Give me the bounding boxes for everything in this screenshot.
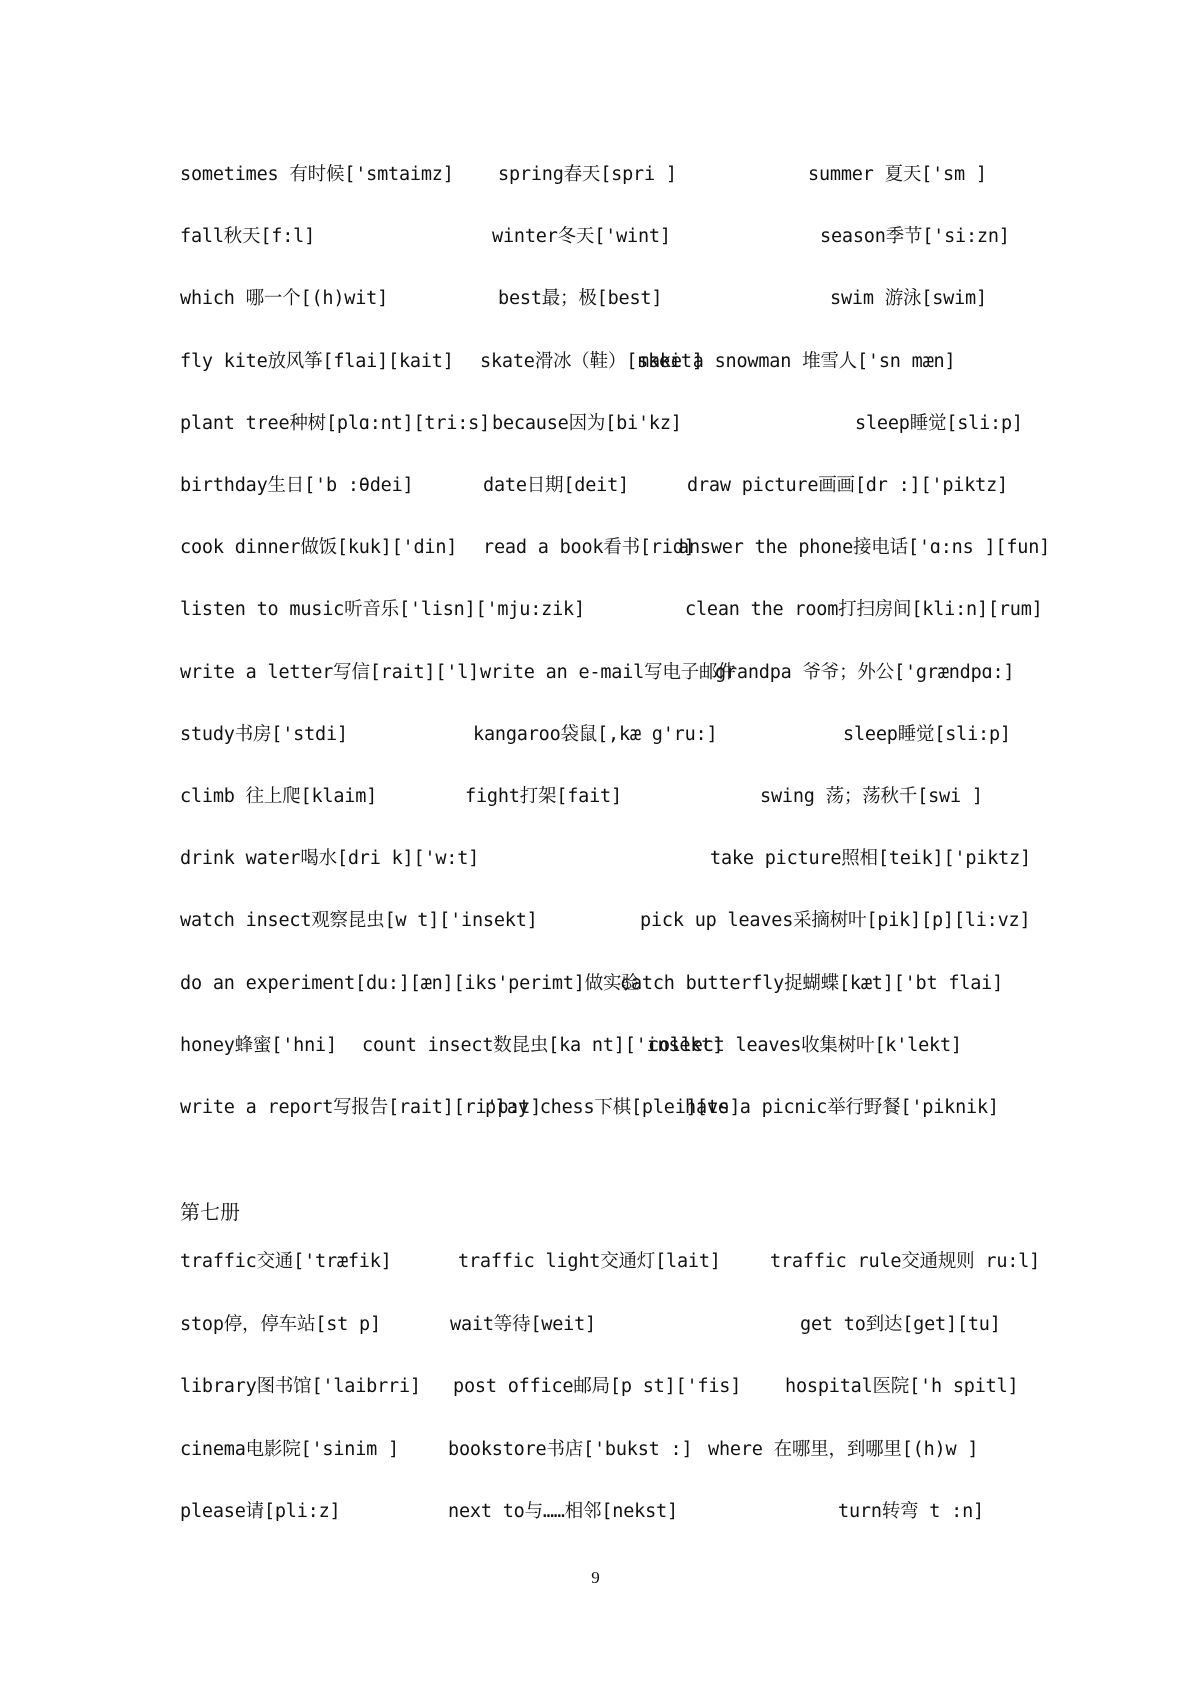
- section-title: 第七册: [180, 1200, 240, 1224]
- vocab-entry: catch butterfly捉蝴蝶[kæt]['bt flai]: [620, 972, 1004, 994]
- vocab-entry: write a report写报告[rait][ri'p:t]: [180, 1097, 542, 1118]
- vocab-row: [180, 1093, 1040, 1123]
- vocab-entry: have a picnic举行野餐['piknik]: [685, 1097, 999, 1118]
- page-number: 9: [591, 1568, 600, 1587]
- vocab-entry: honey蜂蜜['hni]: [180, 1034, 337, 1056]
- vocab-entry: grandpa 爷爷；外公['grændpɑ:]: [715, 661, 1015, 683]
- vocab-entry: wait等待[weit]: [450, 1313, 596, 1335]
- vocab-entry: swim 游泳[swim]: [830, 288, 987, 310]
- vocab-entry: fly kite放风筝[flai][kait]: [180, 350, 454, 372]
- vocab-entry: birthday生日['b :θdei]: [180, 475, 414, 496]
- vocab-row: [180, 160, 1040, 190]
- vocab-entry: watch insect观察昆虫[w t]['insekt]: [180, 910, 538, 932]
- vocab-entry: post office邮局[p st]['fis]: [453, 1376, 742, 1397]
- vocab-entry: kangaroo袋鼠[,kæ g'ru:]: [473, 723, 718, 745]
- vocab-entry: sleep睡觉[sli:p]: [843, 723, 1011, 745]
- vocab-entry: swing 荡；荡秋千[swi ]: [760, 786, 983, 807]
- vocab-row: [180, 720, 1040, 750]
- vocab-entry: fall秋天[f:l]: [180, 226, 316, 248]
- vocab-row: [180, 782, 1040, 812]
- vocab-entry: study书房['stdi]: [180, 723, 348, 745]
- vocab-entry: cinema电影院['sinim ]: [180, 1438, 399, 1460]
- vocab-entry: turn转弯 t :n]: [838, 1501, 984, 1522]
- vocab-row: [180, 1310, 1040, 1340]
- vocab-row: [180, 1247, 1040, 1277]
- vocab-row: [180, 347, 1040, 377]
- vocab-entry: climb 往上爬[klaim]: [180, 786, 378, 807]
- vocab-entry: pick up leaves采摘树叶[pik][p][li:vz]: [640, 910, 1031, 932]
- vocab-entry: plant tree种树[plɑ:nt][tri:s]: [180, 412, 491, 434]
- vocab-entry: make a snowman 堆雪人['sn mæn]: [638, 350, 956, 372]
- vocab-entry: best最；极[best]: [498, 288, 663, 310]
- vocab-entry: season季节['si:zn]: [820, 226, 1010, 248]
- vocab-entry: do an experiment[du:][æn][iks'perimt]做实验: [180, 972, 640, 994]
- vocab-entry: collect leaves收集树叶[k'lekt]: [648, 1034, 962, 1056]
- vocab-entry: draw picture画画[dr :]['piktz]: [687, 475, 1008, 496]
- vocab-entry: spring春天[spri ]: [498, 164, 677, 185]
- vocab-entry: take picture照相[teik]['piktz]: [710, 848, 1031, 870]
- vocab-row: [180, 844, 1040, 874]
- vocab-entry: date日期[deit]: [483, 475, 629, 496]
- vocab-entry: where 在哪里，到哪里[(h)w ]: [708, 1438, 979, 1460]
- vocab-entry: next to与……相邻[nekst]: [448, 1501, 678, 1522]
- vocab-row: [180, 1031, 1040, 1061]
- vocab-entry: skate滑冰（鞋）[skeit]: [480, 350, 703, 372]
- vocab-row: [180, 595, 1043, 625]
- vocab-entry: clean the room打扫房间[kli:n][rum]: [685, 599, 1043, 621]
- vocab-entry: because因为[bi'kz]: [492, 412, 682, 434]
- vocab-row: [180, 969, 1040, 999]
- vocab-entry: fight打架[fait]: [465, 786, 622, 807]
- vocab-entry: library图书馆['laibrri]: [180, 1376, 421, 1397]
- vocab-entry: please请[pli:z]: [180, 1501, 341, 1522]
- vocab-entry: winter冬天['wint]: [492, 226, 671, 248]
- vocab-row: [180, 533, 1051, 563]
- vocab-entry: stop停，停车站[st p]: [180, 1313, 381, 1335]
- vocab-entry: write a letter写信[rait]['l]: [180, 661, 480, 683]
- vocab-entry: summer 夏天['sm ]: [808, 164, 987, 185]
- vocab-row: [180, 1497, 1040, 1527]
- vocab-row: [180, 471, 1040, 501]
- vocab-entry: traffic light交通灯[lait]: [458, 1251, 721, 1272]
- vocab-entry: cook dinner做饭[kuk]['din]: [180, 537, 458, 559]
- vocab-row: [180, 1372, 1040, 1402]
- vocab-entry: bookstore书店['bukst :]: [448, 1438, 693, 1460]
- vocab-entry: play chess下棋[plei][ts]: [485, 1097, 741, 1118]
- vocab-entry: hospital医院['h spitl]: [785, 1376, 1019, 1397]
- vocab-entry: answer the phone接电话['ɑ:ns ][fun]: [678, 537, 1051, 559]
- vocab-row: [180, 906, 1040, 936]
- vocab-row: [180, 409, 1040, 439]
- vocab-entry: drink water喝水[dri k]['w:t]: [180, 848, 480, 870]
- vocab-entry: sleep睡觉[sli:p]: [855, 412, 1023, 434]
- vocab-entry: read a book看书[rid]: [483, 537, 695, 559]
- vocab-entry: which 哪一个[(h)wit]: [180, 288, 389, 310]
- vocab-entry: traffic交通['træfik]: [180, 1251, 392, 1272]
- vocab-entry: get to到达[get][tu]: [800, 1313, 1001, 1335]
- vocab-entry: listen to music听音乐['lisn]['mju:zik]: [180, 599, 585, 621]
- vocab-row: [180, 222, 1040, 252]
- vocab-row: [180, 658, 1040, 688]
- vocab-row: [180, 284, 1040, 314]
- vocab-entry: write an e-mail写电子邮件: [480, 661, 736, 683]
- vocab-row: [180, 1435, 1040, 1465]
- vocab-entry: count insect数昆虫[ka nt]['insekt]: [362, 1034, 724, 1056]
- vocab-entry: sometimes 有时候['smtaimz]: [180, 164, 454, 185]
- vocab-entry: traffic rule交通规则 ru:l]: [770, 1251, 1041, 1272]
